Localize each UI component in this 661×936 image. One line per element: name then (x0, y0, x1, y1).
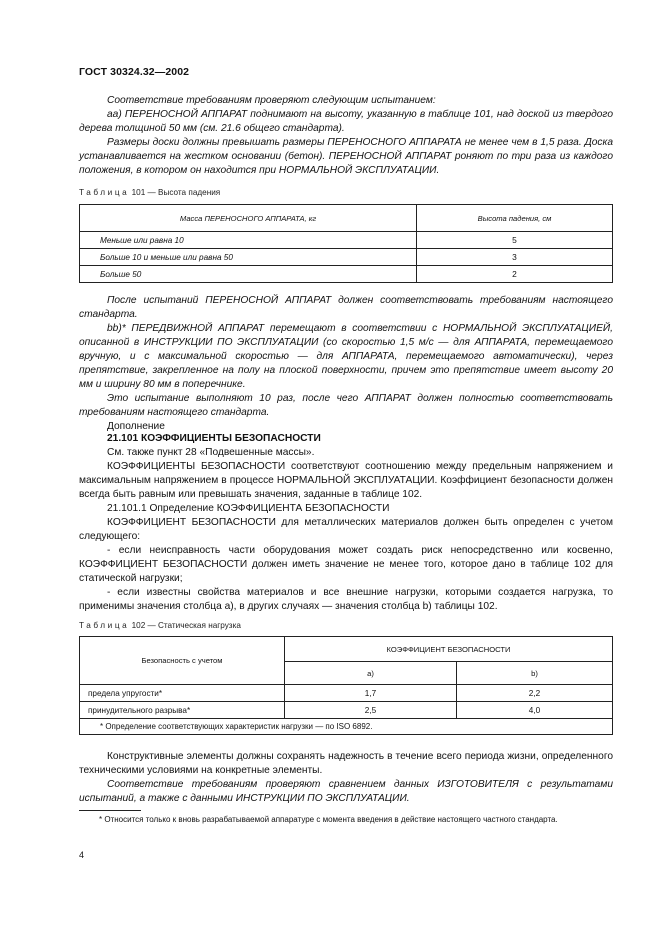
caption-label: Таблица (79, 188, 130, 197)
column-header: Безопасность с учетом (80, 637, 285, 685)
column-header: Высота падения, см (417, 205, 613, 232)
paragraph: После испытаний ПЕРЕНОСНОЙ АППАРАТ должен соответствовать требованиям настоящего стандарта. (79, 295, 613, 320)
paragraph: Соответствие требованиям проверяют следующим испытанием: (107, 95, 436, 106)
value-a-cell: 2,5 (285, 702, 457, 719)
table-row (80, 249, 613, 266)
safety-factors-section (79, 432, 613, 614)
paragraph: См. также пункт 28 «Подвешенные массы». (107, 447, 315, 458)
column-header: Масса ПЕРЕНОСНОГО АППАРАТА, кг (80, 205, 417, 232)
group-header: КОЭФФИЦИЕНТ БЕЗОПАСНОСТИ (285, 637, 613, 662)
table-101 (79, 204, 613, 283)
table-header-row (80, 637, 613, 662)
section-heading: 21.101 КОЭФФИЦИЕНТЫ БЕЗОПАСНОСТИ (107, 433, 321, 444)
conclusion-block (79, 750, 613, 806)
table-row (80, 232, 613, 249)
paragraph: bb)* ПЕРЕДВИЖНОЙ АППАРАТ перемещают в соответствии с НОРМАЛЬНОЙ ЭКСПЛУАТАЦИЕЙ, описанной в ИНСТРУКЦИИ ПО ЭКСПЛУАТАЦИИ (со скоростью 1,5 м/с — для АППАРАТА, перемещаемого вручную, и с максимальной скоростью — для АППАРАТА, перемещаемого автоматически), через препятствие, закрепленное на полу на плоской поверхности, причем это препятствие имеет высоту 20 мм и ширину 80 мм в поперечнике. (79, 323, 613, 390)
table-header-row (80, 205, 613, 232)
caption-text: 102 — Статическая нагрузка (131, 621, 241, 630)
table-note: * Определение соответствующих характеристик нагрузки — по ISO 6892. (80, 719, 613, 735)
table-row (80, 266, 613, 283)
sub-header-b: b) (457, 662, 613, 685)
paragraph: аа) ПЕРЕНОСНОЙ АППАРАТ поднимают на высоту, указанную в таблице 101, над доской из твердого дерева толщиной 50 мм (см. 21.6 общего стандарта). (79, 109, 613, 134)
mass-cell: Больше 50 (80, 266, 417, 283)
table-note-row (80, 719, 613, 735)
caption-text: 101 — Высота падения (131, 188, 221, 197)
height-cell: 5 (417, 232, 613, 249)
paragraph: - если неисправность части оборудования может создать риск непосредственно или косвенно, КОЭФФИЦИЕНТ БЕЗОПАСНОСТИ должен иметь значение не менее того, которое дано в таблице 102 для статической нагрузки; (79, 545, 613, 584)
paragraph: - если известны свойства материалов и все внешние нагрузки, которыми создается нагрузка, то применимы значения столбца а), в других случаях — значения столбца b) таблицы 102. (79, 587, 613, 612)
height-cell: 2 (417, 266, 613, 283)
mobile-test-block (79, 294, 613, 434)
paragraph: КОЭФФИЦИЕНТЫ БЕЗОПАСНОСТИ соответствуют соотношению между предельным напряжением и максимальным напряжением в процессе НОРМАЛЬНОЙ ЭКСПЛУАТАЦИИ. Коэффициент безопасности должен всегда быть равным или превышать значения, заданные в таблице 102. (79, 461, 613, 500)
table-101-caption (79, 188, 220, 197)
paragraph: 21.101.1 Определение КОЭФФИЦИЕНТА БЕЗОПАСНОСТИ (107, 503, 390, 514)
paragraph: Дополнение (107, 421, 165, 432)
value-a-cell: 1,7 (285, 685, 457, 702)
height-cell: 3 (417, 249, 613, 266)
table-102-caption (79, 621, 241, 630)
caption-label: Таблица (79, 621, 130, 630)
value-b-cell: 2,2 (457, 685, 613, 702)
paragraph: Размеры доски должны превышать размеры ПЕРЕНОСНОГО АППАРАТА не менее чем в 1,5 раза. Доска устанавливается на жестком основании (бетон). ПЕРЕНОСНОЙ АППАРАТ роняют по три раза из каждого положения, в котором он находится при НОРМАЛЬНОЙ ЭКСПЛУАТАЦИИ. (79, 137, 613, 176)
footnote-divider (79, 810, 141, 811)
table-row (80, 685, 613, 702)
mass-cell: Меньше или равна 10 (80, 232, 417, 249)
paragraph: Конструктивные элементы должны сохранять надежность в течение всего периода жизни, определенного техническими условиями на конкретные элементы. (79, 751, 613, 776)
row-label: предела упругости* (80, 685, 285, 702)
sub-header-a: а) (285, 662, 457, 685)
paragraph: Это испытание выполняют 10 раз, после чего АППАРАТ должен полностью соответствовать требованиям настоящего стандарта. (79, 393, 613, 418)
table-102 (79, 636, 613, 735)
document-header: ГОСТ 30324.32—2002 (79, 66, 190, 78)
footnote: * Относится только к вновь разрабатываемой аппаратуре с момента введения в действие настоящего частного стандарта. (99, 815, 558, 824)
mass-cell: Больше 10 и меньше или равна 50 (80, 249, 417, 266)
value-b-cell: 4,0 (457, 702, 613, 719)
paragraph: КОЭФФИЦИЕНТ БЕЗОПАСНОСТИ для металлических материалов должен быть определен с учетом следующего: (79, 517, 613, 542)
test-procedure-block (79, 94, 613, 178)
page-number: 4 (79, 850, 85, 860)
table-row (80, 702, 613, 719)
row-label: принудительного разрыва* (80, 702, 285, 719)
paragraph: Соответствие требованиям проверяют сравнением данных ИЗГОТОВИТЕЛЯ с результатами испытаний, а также с данными ИНСТРУКЦИИ ПО ЭКСПЛУАТАЦИИ. (79, 779, 613, 804)
